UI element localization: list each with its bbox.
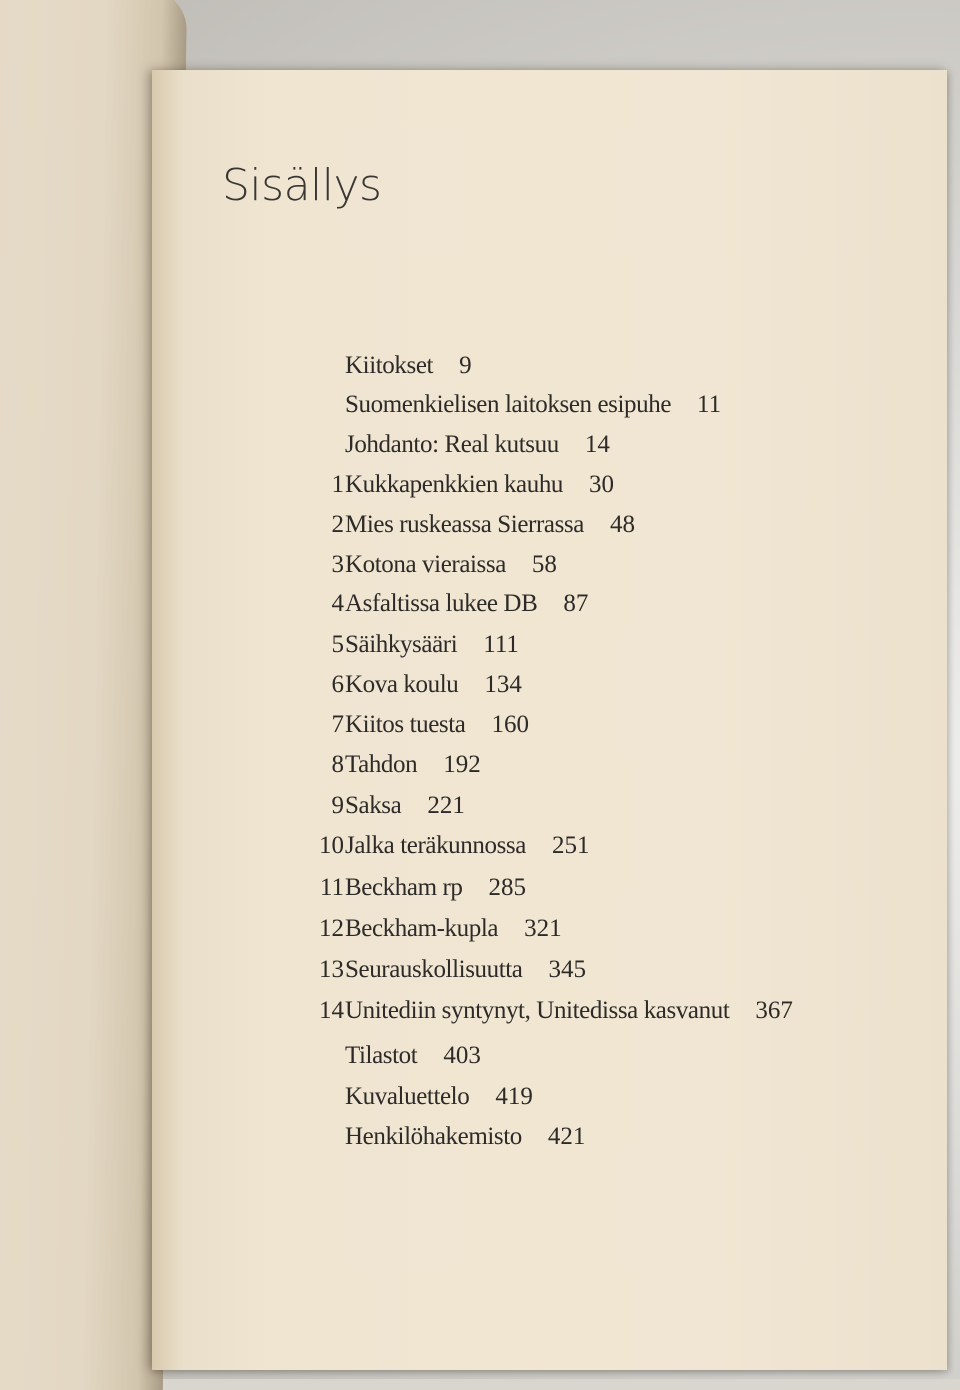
toc-entry: [300, 352, 472, 384]
toc-entry-title: Jalka teräkunnossa: [345, 832, 526, 859]
toc-entry-page: 48: [609, 511, 635, 538]
toc-entry-number: 4: [331, 590, 344, 617]
toc-entry-number: 13: [319, 956, 344, 983]
toc-entry-page: 345: [548, 956, 587, 983]
toc-entry-page: 30: [589, 471, 615, 498]
toc-entry-number: 9: [331, 792, 344, 819]
toc-entry-title: Johdanto: Real kutsuu: [345, 431, 559, 458]
toc-entry-number: 7: [331, 711, 344, 738]
toc-entry: [300, 590, 588, 622]
toc-entry: [300, 551, 557, 583]
toc-entry: [300, 832, 589, 864]
toc-entry: [300, 391, 721, 423]
toc-entry: [300, 1083, 533, 1115]
toc-entry-page: 221: [427, 792, 465, 819]
toc-entry: [300, 711, 529, 743]
toc-entry-number: 2: [331, 511, 344, 538]
toc-entry-page: 87: [563, 590, 589, 617]
toc-entry-number: 8: [331, 751, 344, 778]
toc-entry-page: 251: [551, 832, 590, 859]
toc-entry-title: Saksa: [345, 792, 402, 819]
toc-entry-title: Kiitos tuesta: [345, 711, 466, 738]
toc-entry-title: Henkilöhakemisto: [345, 1123, 522, 1150]
toc-entry-number: 10: [319, 832, 344, 859]
toc-entry-page: 11: [697, 391, 722, 418]
page-title: Sisällys: [222, 160, 382, 211]
toc-entry-title: Mies ruskeassa Sierrassa: [345, 511, 584, 538]
toc-entry-title: Kiitokset: [345, 352, 434, 379]
toc-entry-page: 367: [755, 997, 793, 1024]
toc-entry-page: 192: [443, 751, 481, 778]
toc-entry-title: Suomenkielisen laitoksen esipuhe: [345, 391, 672, 418]
toc-entry: [300, 751, 481, 783]
toc-entry-title: Unitediin syntynyt, Unitedissa kasvanut: [345, 997, 730, 1024]
toc-entry-title: Asfaltissa lukee DB: [345, 590, 538, 617]
toc-entry-page: 111: [483, 631, 519, 658]
toc-entry-title: Kotona vieraissa: [345, 551, 506, 578]
toc-entry-title: Beckham-kupla: [345, 915, 499, 942]
toc-entry-page: 160: [491, 711, 529, 738]
toc-entry: [300, 511, 635, 543]
toc-entry-page: 14: [584, 431, 610, 458]
toc-entry-page: 421: [547, 1123, 586, 1150]
toc-entry-title: Kuvaluettelo: [345, 1083, 470, 1110]
toc-entry: [300, 1042, 481, 1074]
toc-entry-number: 14: [319, 997, 344, 1024]
toc-entry-page: 403: [443, 1042, 481, 1069]
toc-entry: [300, 915, 562, 947]
toc-entry-title: Beckham rp: [345, 874, 463, 901]
toc-entry: [300, 792, 465, 824]
toc-entry: [300, 997, 793, 1029]
toc-entry: [300, 431, 610, 463]
toc-entry-number: 3: [331, 551, 344, 578]
toc-entry-number: 6: [331, 671, 344, 698]
toc-entry: [300, 1123, 585, 1155]
toc-entry-page: 285: [488, 874, 526, 901]
toc-entry-number: 11: [319, 874, 344, 901]
toc-entry-page: 58: [531, 551, 557, 578]
toc-entry-number: 1: [331, 471, 344, 498]
toc-entry: [300, 956, 586, 988]
toc-entry-title: Säihkysääri: [345, 631, 458, 658]
toc-entry-number: 5: [331, 631, 344, 658]
toc-entry: [300, 471, 614, 503]
toc-entry-page: 134: [484, 671, 522, 698]
toc-entry: [300, 671, 522, 703]
toc-entry-title: Tilastot: [345, 1042, 418, 1069]
toc-entry-title: Seurauskollisuutta: [345, 956, 523, 983]
toc-entry-page: 9: [459, 352, 472, 379]
toc-entry-number: 12: [319, 915, 344, 942]
toc-entry-page: 321: [524, 915, 562, 942]
toc-entry-page: 419: [495, 1083, 533, 1110]
toc-entry-title: Kova koulu: [345, 671, 459, 698]
toc-entry-title: Kukkapenkkien kauhu: [345, 471, 564, 498]
toc-entry: [300, 631, 519, 663]
toc-entry: [300, 874, 526, 906]
toc-entry-title: Tahdon: [345, 751, 418, 778]
